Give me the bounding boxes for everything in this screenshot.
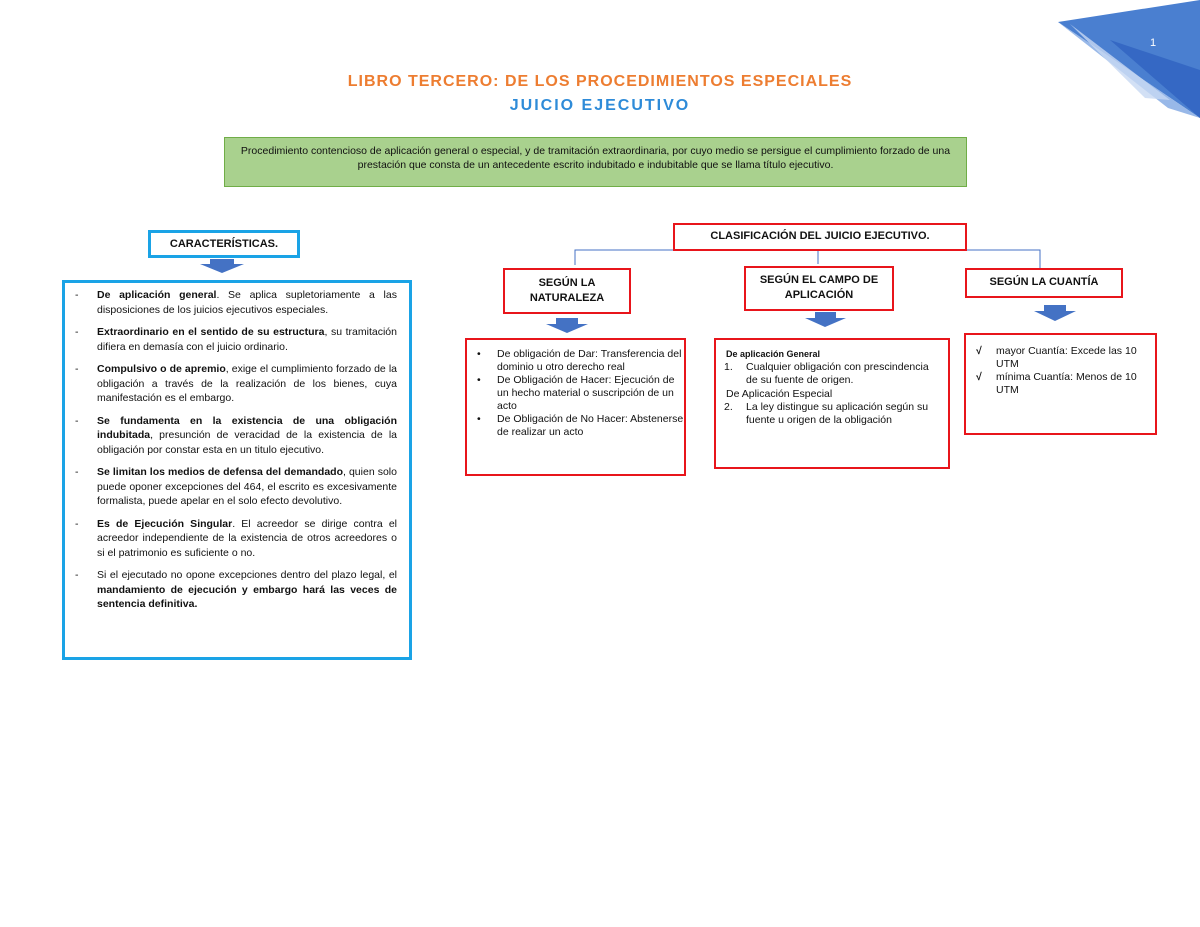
list-item: • De Obligación de No Hacer: Abstenerse de realizar un acto	[467, 413, 684, 439]
classification-title-text: CLASIFICACIÓN DEL JUICIO EJECUTIVO.	[710, 230, 930, 242]
down-arrow-icon	[1034, 305, 1076, 321]
list-item	[75, 517, 397, 561]
branch-naturaleza-box	[465, 338, 686, 476]
item-text: , su tramitación difiera en demasía con el juicio ordinario.	[97, 326, 397, 353]
item-text-pre: Si el ejecutado no opone excepciones dentro del plazo legal, el	[97, 569, 397, 581]
list-item: 2. La ley distingue su aplicación según su fuente u origen de la obligación	[724, 401, 929, 426]
characteristics-box	[62, 280, 412, 660]
branch-campo-box	[714, 338, 950, 469]
definition-text: Procedimiento contencioso de aplicación general o especial, y de tramitación extraordinaria, por cuyo medio se persigue el cumplimiento forzado de una prestación que consta de un antecedente escrito indubitado e indubitable que se llama título ejecutivo.	[240, 145, 951, 171]
branch-naturaleza-title: SEGÚN LA NATURALEZA	[503, 268, 631, 314]
special-heading: De Aplicación Especial	[726, 388, 833, 400]
list-item	[75, 414, 397, 458]
list-item	[75, 465, 397, 509]
item-bold-text: Es de Ejecución Singular	[97, 517, 233, 530]
document-title: LIBRO TERCERO: DE LOS PROCEDIMIENTOS ESPECIALES	[347, 73, 853, 90]
list-item	[75, 288, 397, 317]
list-item	[75, 362, 397, 406]
item-text: , quien solo puede oponer excepciones del 464, el escrito es excesivamente formalista, puede apelar en el solo efecto devolutivo.	[97, 466, 397, 507]
item-text: , presunción de veracidad de la existencia de la obligación por constar esta en un titulo ejecutivo.	[97, 429, 397, 456]
item-bold-text: Extraordinario en el sentido de su estructura	[97, 326, 325, 338]
general-heading: De aplicación General	[726, 349, 821, 359]
item-text: , exige el cumplimiento forzado de la obligación a través de la realización de los bienes, cuya manifestación es el embargo.	[97, 363, 397, 404]
down-arrow-icon	[200, 259, 244, 273]
item-bold-text: Se limitan los medios de defensa del demandado	[97, 466, 343, 478]
list-item: • De Obligación de Hacer: Ejecución de un hecho material o suscripción de un acto	[467, 374, 684, 413]
item-bold-text: De aplicación general	[97, 289, 217, 301]
item-text: . El acreedor se dirige contra el acreedor independiente de la existencia de otros acreedores o si el patrimonio es suficiente o no.	[97, 517, 398, 559]
item-text: . Se aplica supletoriamente a las disposiciones de los juicios ejecutivos especiales.	[97, 289, 397, 316]
item-bold-text: Se fundamenta en la existencia de una obligación indubitada	[97, 414, 397, 441]
classification-title	[673, 223, 967, 251]
branch-campo-title: SEGÚN EL CAMPO DE APLICACIÓN	[744, 266, 894, 311]
document-subtitle: JUICIO EJECUTIVO	[509, 97, 691, 114]
item-bold-text: Compulsivo o de apremio	[97, 363, 226, 375]
list-item: √ mínima Cuantía: Menos de 10 UTM	[966, 371, 1147, 397]
down-arrow-icon	[805, 312, 846, 327]
item-bold-text: mandamiento de ejecución y embargo hará las veces de sentencia definitiva.	[97, 583, 397, 610]
down-arrow-icon	[546, 318, 588, 333]
list-item	[75, 568, 397, 612]
characteristics-list	[65, 283, 409, 612]
list-item: √ mayor Cuantía: Excede las 10 UTM	[966, 345, 1147, 371]
characteristics-title: CARACTERÍSTICAS.	[148, 230, 300, 258]
branch-cuantia-box	[964, 333, 1157, 435]
list-item: 1. Cualquier obligación con prescindencia de su fuente de origen.	[724, 361, 929, 386]
branch-cuantia-title: SEGÚN LA CUANTÍA	[965, 268, 1123, 298]
list-item	[75, 325, 397, 354]
list-item: • De obligación de Dar: Transferencia del dominio u otro derecho real	[467, 348, 684, 374]
page-number: 1	[1150, 37, 1157, 49]
